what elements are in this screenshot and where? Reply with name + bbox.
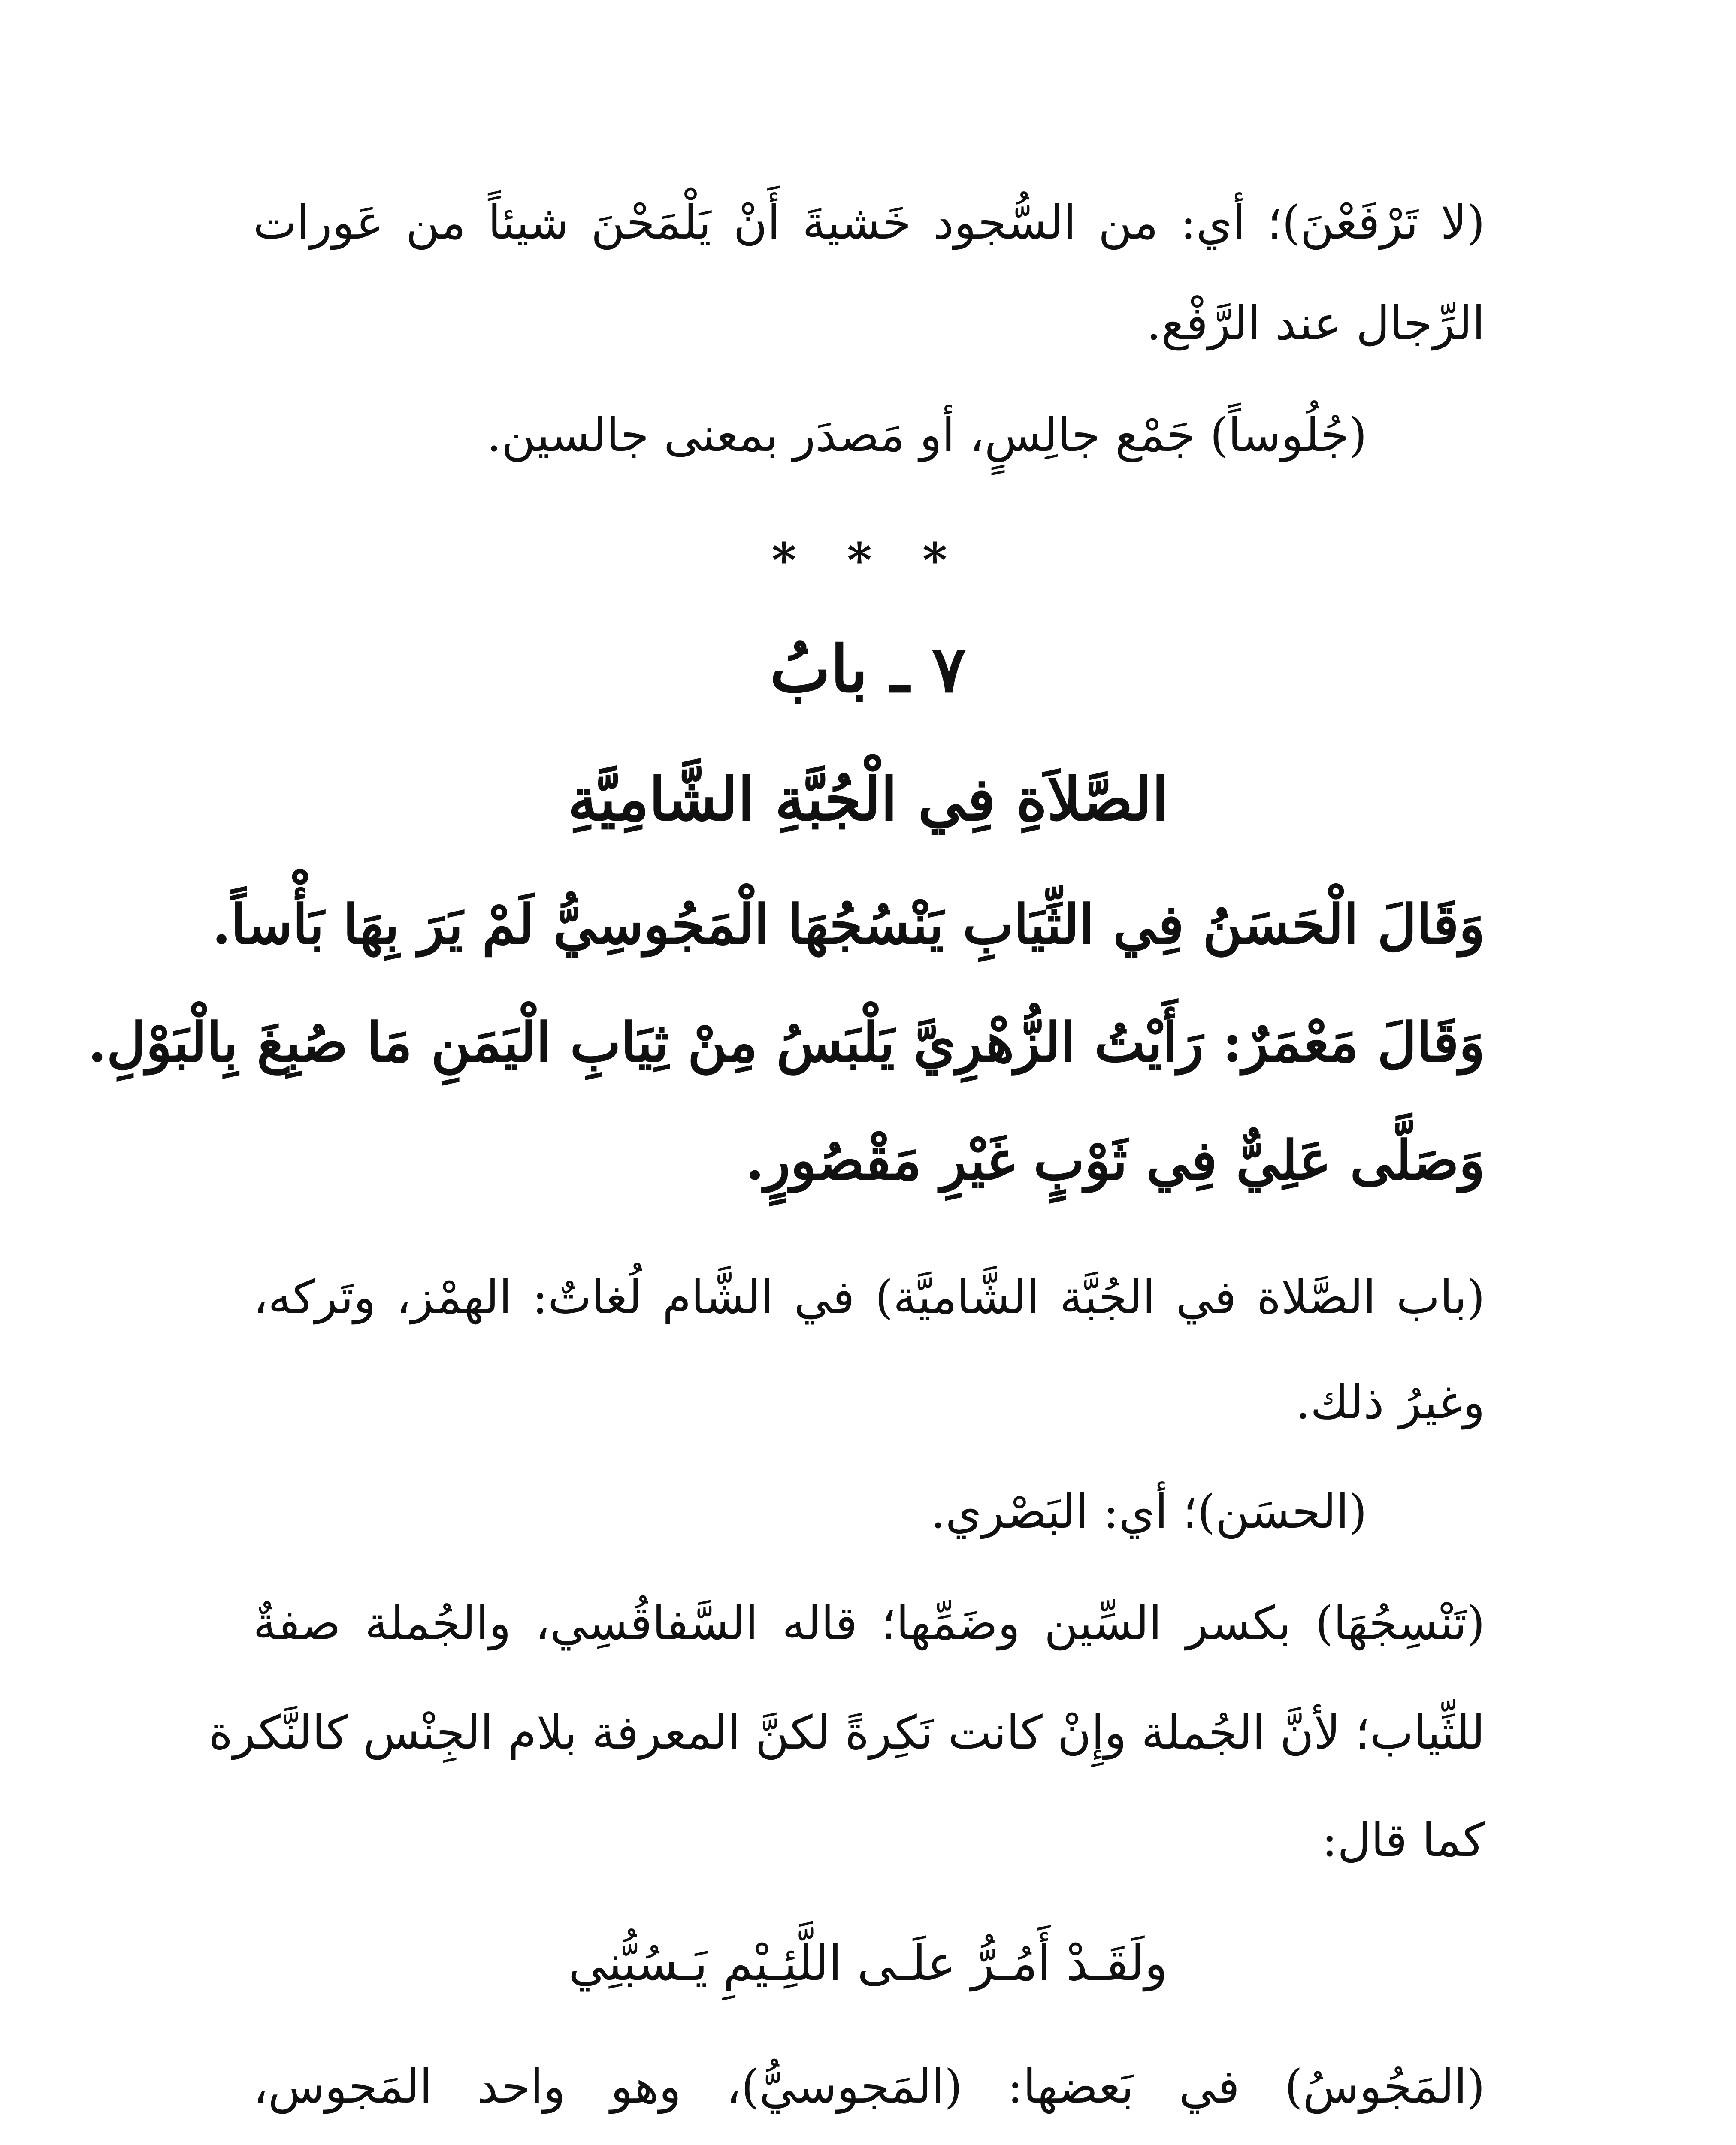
commentary-line-7: (المَجُوسُ) في بَعضها: (المَجوسيُّ)، وهو واحد المَجوس، [253, 2060, 1485, 2114]
commentary-line-3: (الحسَن)؛ أي: البَصْري. [931, 1485, 1367, 1539]
section-separator: * * * [771, 532, 965, 588]
matn-line-1: وَقَالَ الْحَسَنُ فِي الثِّيَابِ يَنْسُجُهَا الْمَجُوسِيُّ لَمْ يَرَ بِهَا بَأْساً. [212, 893, 1485, 956]
commentary-line-4: (تَنْسِجُهَا) بكسر السِّين وضَمِّها؛ قاله السَّفاقُسِي، والجُملة صفةٌ [253, 1597, 1485, 1650]
matn-line-3: وَصَلَّى عَلِيٌّ فِي ثَوْبٍ غَيْرِ مَقْصُورٍ. [745, 1129, 1485, 1192]
matn-line-2: وَقَالَ مَعْمَرٌ: رَأَيْتُ الزُّهْرِيَّ يَلْبَسُ مِنْ ثِيَابِ الْيَمَنِ مَا صُبِغَ بِالْبَوْلِ. [88, 1011, 1485, 1074]
commentary-line-2: وغيرُ ذلك. [1295, 1376, 1485, 1429]
text-line-2: الرِّجال عند الرَّفْع. [1146, 297, 1485, 350]
commentary-line-1: (باب الصَّلاة في الجُبَّة الشَّاميَّة) في الشَّام لُغاتٌ: الهمْز، وتَركه، [253, 1271, 1485, 1324]
commentary-line-5: للثِّياب؛ لأنَّ الجُملة وإِنْ كانت نَكِرةً لكنَّ المعرفة بلام الجِنْس كالنَّكرة [209, 1706, 1485, 1760]
text-line-3: (جُلُوساً) جَمْع جالِسٍ، أو مَصدَر بمعنى جالسين. [487, 408, 1367, 462]
chapter-number: ٧ ـ بابُ [770, 631, 966, 707]
commentary-line-6: كما قال: [1322, 1813, 1485, 1867]
chapter-heading: الصَّلاَةِ فِي الْجُبَّةِ الشَّامِيَّةِ [567, 764, 1168, 834]
poetry-verse: ولَقَـدْ أَمُـرُّ علَـى اللَّئِـيْمِ يَـسُبُّنِي [568, 1936, 1168, 1991]
text-line-1: (لا تَرْفَعْنَ)؛ أي: من السُّجود خَشيةَ أَنْ يَلْمَحْنَ شيئاً من عَورات [253, 196, 1485, 250]
